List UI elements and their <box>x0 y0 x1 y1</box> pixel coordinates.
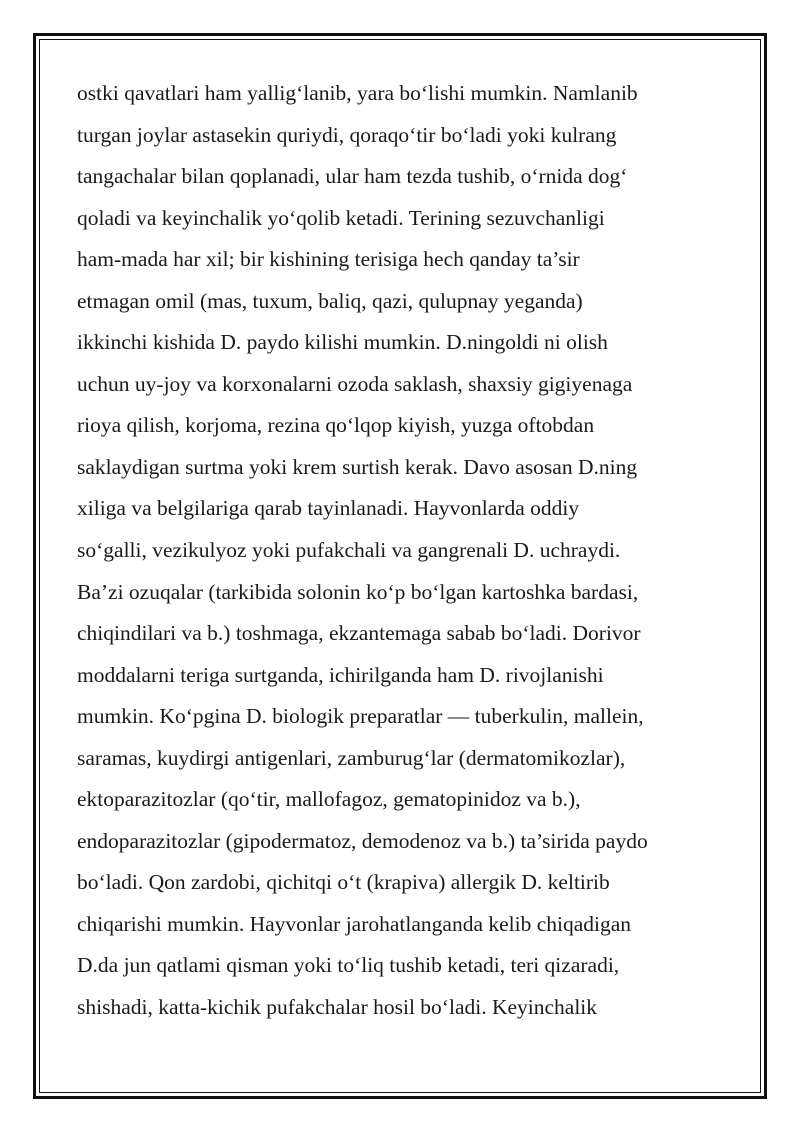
text-line: ikkinchi kishida D. paydo kilishi mumkin. D.ningoldi ni olish <box>77 330 608 355</box>
text-line: ostki qavatlari ham yallig‘lanib, yara bo‘lishi mumkin. Namlanib <box>77 81 638 105</box>
text-line: qoladi va keyinchalik yo‘qolib ketadi. Terining sezuvchanligi <box>77 205 605 230</box>
text-line: etmagan omil (mas, tuxum, baliq, qazi, qulupnay yeganda) <box>77 288 583 313</box>
text-line: ektoparazitozlar (qo‘tir, mallofagoz, gematopinidoz va b.), <box>77 787 581 812</box>
text-line: xiliga va belgilariga qarab tayinlanadi. Hayvonlarda oddiy <box>77 496 580 521</box>
text-line: saklaydigan surtma yoki krem surtish kerak. Davo asosan D.ning <box>77 454 638 479</box>
text-line: turgan joylar astasekin quriydi, qoraqo‘tir bo‘ladi yoki kulrang <box>77 122 617 147</box>
text-line: endoparazitozlar (gipodermatoz, demodenoz va b.) ta’sirida paydo <box>77 828 648 853</box>
text-line: bo‘ladi. Qon zardobi, qichitqi o‘t (krapiva) allergik D. keltirib <box>77 870 610 895</box>
text-line: Ba’zi ozuqalar (tarkibida solonin ko‘p bo‘lgan kartoshka bardasi, <box>77 579 639 604</box>
text-line: chiqarishi mumkin. Hayvonlar jarohatlanganda kelib chiqadigan <box>77 911 632 936</box>
text-line: saramas, kuydirgi antigenlari, zamburug‘lar (dermatomikozlar), <box>77 745 626 770</box>
text-line: moddalarni teriga surtganda, ichirilganda ham D. rivojlanishi <box>77 662 604 687</box>
text-line: ham-mada har xil; bir kishining terisiga hech qanday ta’sir <box>77 247 580 272</box>
text-line: uchun uy-joy va korxonalarni ozoda saklash, shaxsiy gigiyenaga <box>77 371 633 396</box>
text-line: shishadi, katta-kichik pufakchalar hosil bo‘ladi. Keyinchalik <box>77 995 598 1020</box>
text-line: rioya qilish, korjoma, rezina qo‘lqop kiyish, yuzga oftobdan <box>77 413 595 438</box>
text-line: so‘galli, vezikulyoz yoki pufakchali va gangrenali D. uchraydi. <box>77 538 621 563</box>
text-line: D.da jun qatlami qisman yoki to‘liq tushib ketadi, teri qizaradi, <box>77 953 620 978</box>
document-body-text <box>77 73 737 1029</box>
text-line: chiqindilari va b.) toshmaga, ekzantemaga sabab bo‘ladi. Dorivor <box>77 621 641 646</box>
text-line: tangachalar bilan qoplanadi, ular ham tezda tushib, o‘rnida dog‘ <box>77 164 628 189</box>
text-line: mumkin. Ko‘pgina D. biologik preparatlar — tuberkulin, mallein, <box>77 704 644 729</box>
